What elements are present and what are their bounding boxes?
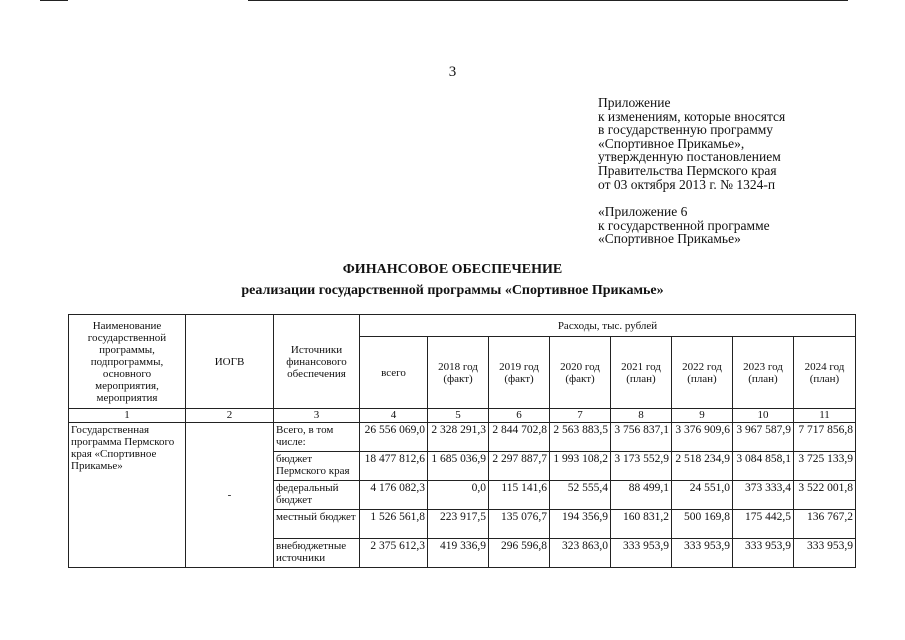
value-cell: 115 141,6 — [489, 481, 550, 510]
value-cell: 2 375 612,3 — [360, 539, 428, 568]
source-cell: местный бюджет — [274, 510, 360, 539]
header-year: 2018 год (факт) — [428, 337, 489, 409]
value-cell: 3 084 858,1 — [733, 452, 794, 481]
header-year: 2022 год (план) — [672, 337, 733, 409]
value-cell: 26 556 069,0 — [360, 423, 428, 452]
value-cell: 2 297 887,7 — [489, 452, 550, 481]
appendix-line: «Спортивное Прикамье», — [598, 135, 745, 151]
table-row — [69, 423, 856, 452]
value-cell: 333 953,9 — [733, 539, 794, 568]
value-cell: 3 173 552,9 — [611, 452, 672, 481]
value-cell: 333 953,9 — [794, 539, 856, 568]
value-cell: 0,0 — [428, 481, 489, 510]
column-number: 10 — [733, 409, 794, 423]
value-cell: 3 756 837,1 — [611, 423, 672, 452]
column-number: 9 — [672, 409, 733, 423]
value-cell: 24 551,0 — [672, 481, 733, 510]
value-cell: 52 555,4 — [550, 481, 611, 510]
source-cell: федеральный бюджет — [274, 481, 360, 510]
value-cell: 175 442,5 — [733, 510, 794, 539]
header-iogv: ИОГВ — [186, 315, 274, 409]
value-cell: 1 685 036,9 — [428, 452, 489, 481]
source-cell: Всего, в том числе: — [274, 423, 360, 452]
value-cell: 3 522 001,8 — [794, 481, 856, 510]
document-title: ФИНАНСОВОЕ ОБЕСПЕЧЕНИЕ — [342, 262, 563, 277]
program-name-cell: Государственная программа Пермского края «Спортивное Прикамье» — [69, 423, 186, 568]
header-year: 2024 год (план) — [794, 337, 856, 409]
header-sources: Источники финансового обеспечения — [274, 315, 360, 409]
value-cell: 194 356,9 — [550, 510, 611, 539]
value-cell: 1 993 108,2 — [550, 452, 611, 481]
value-cell: 419 336,9 — [428, 539, 489, 568]
value-cell: 3 376 909,6 — [672, 423, 733, 452]
value-cell: 135 076,7 — [489, 510, 550, 539]
appendix-line: утвержденную постановлением — [598, 149, 781, 165]
column-number: 4 — [360, 409, 428, 423]
value-cell: 2 518 234,9 — [672, 452, 733, 481]
appendix-line: в государственную программу — [598, 122, 774, 138]
source-cell: бюджет Пермского края — [274, 452, 360, 481]
column-number: 5 — [428, 409, 489, 423]
document-subtitle: реализации государственной программы «Спортивное Прикамье» — [241, 283, 664, 298]
header-expenses: Расходы, тыс. рублей — [360, 315, 856, 337]
header-year: 2023 год (план) — [733, 337, 794, 409]
column-number: 1 — [69, 409, 186, 423]
value-cell: 18 477 812,6 — [360, 452, 428, 481]
header-name: Наименование государственной программы, подпрограммы, основного мероприятия, мероприятия — [69, 315, 186, 409]
value-cell: 160 831,2 — [611, 510, 672, 539]
column-number: 2 — [186, 409, 274, 423]
column-number-row — [69, 409, 856, 423]
value-cell: 136 767,2 — [794, 510, 856, 539]
appendix-line: от 03 октября 2013 г. № 1324-п — [598, 176, 776, 192]
appendix-line: к изменениям, которые вносятся — [598, 108, 786, 124]
header-year: 2020 год (факт) — [550, 337, 611, 409]
data-body — [69, 423, 856, 568]
column-number: 6 — [489, 409, 550, 423]
value-cell: 296 596,8 — [489, 539, 550, 568]
value-cell: 333 953,9 — [611, 539, 672, 568]
appendix6-line: к государственной программе — [598, 217, 770, 233]
page-number: 3 — [448, 64, 457, 80]
iogv-cell: - — [186, 423, 274, 568]
appendix6-line: «Спортивное Прикамье» — [598, 231, 741, 247]
value-cell: 500 169,8 — [672, 510, 733, 539]
appendix-line: Правительства Пермского края — [598, 162, 777, 178]
appendix-block — [598, 96, 785, 191]
value-cell: 88 499,1 — [611, 481, 672, 510]
value-cell: 3 725 133,9 — [794, 452, 856, 481]
value-cell: 323 863,0 — [550, 539, 611, 568]
value-cell: 373 333,4 — [733, 481, 794, 510]
value-cell: 2 563 883,5 — [550, 423, 611, 452]
value-cell: 2 844 702,8 — [489, 423, 550, 452]
source-cell: внебюджетные источники — [274, 539, 360, 568]
value-cell: 7 717 856,8 — [794, 423, 856, 452]
scan-line-left — [40, 0, 68, 1]
value-cell: 333 953,9 — [672, 539, 733, 568]
value-cell: 1 526 561,8 — [360, 510, 428, 539]
appendix-line: Приложение — [598, 95, 671, 110]
appendix6-block — [598, 205, 770, 246]
column-number: 11 — [794, 409, 856, 423]
financing-table — [68, 314, 856, 568]
header-year: 2019 год (факт) — [489, 337, 550, 409]
scan-line-right — [248, 0, 848, 1]
column-number: 3 — [274, 409, 360, 423]
value-cell: 4 176 082,3 — [360, 481, 428, 510]
header-year: всего — [360, 337, 428, 409]
header-year: 2021 год (план) — [611, 337, 672, 409]
column-number: 7 — [550, 409, 611, 423]
column-number: 8 — [611, 409, 672, 423]
value-cell: 2 328 291,3 — [428, 423, 489, 452]
value-cell: 3 967 587,9 — [733, 423, 794, 452]
appendix6-line: «Приложение 6 — [598, 204, 688, 219]
value-cell: 223 917,5 — [428, 510, 489, 539]
